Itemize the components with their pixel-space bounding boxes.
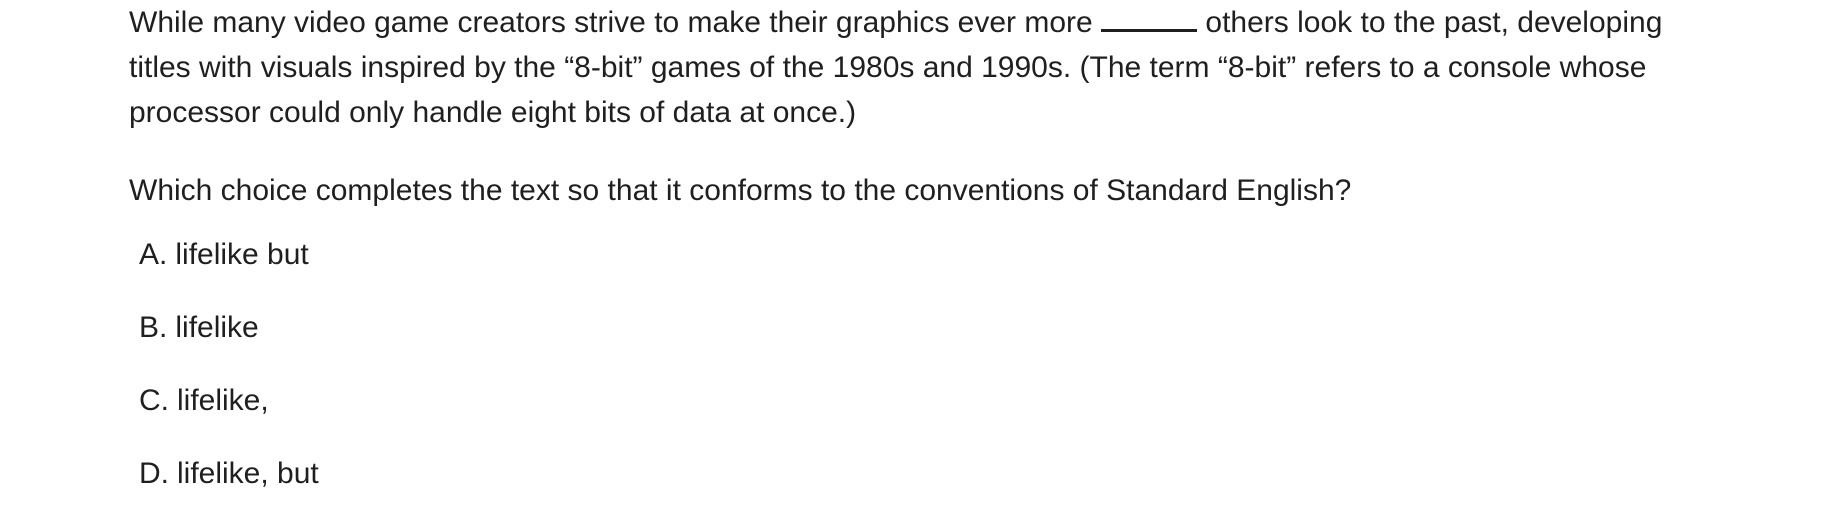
choice-d[interactable] (139, 451, 319, 496)
choice-letter: A. (139, 238, 168, 271)
choice-b[interactable] (139, 305, 319, 350)
choice-letter: D. (139, 457, 169, 490)
choice-a[interactable] (139, 232, 319, 277)
choice-text: lifelike, but (177, 457, 319, 490)
choice-text: lifelike but (175, 238, 309, 271)
passage-before-blank: While many video game creators strive to make their graphics ever more (129, 6, 1093, 39)
choice-letter: C. (139, 384, 169, 417)
choice-c[interactable] (139, 378, 319, 423)
choice-text: lifelike, (177, 384, 269, 417)
passage-after-blank: others look to the past, developing titles with visuals inspired by the “8-bit” games of the 1980s and 1990s. (The term “8-bit” refers to a console whose processor could only handle eight bits of data at once.) (129, 6, 1663, 129)
passage-text (129, 0, 1729, 135)
answer-choices (139, 232, 319, 524)
choice-letter: B. (139, 311, 168, 344)
choice-text: lifelike (175, 311, 259, 344)
question-prompt: Which choice completes the text so that it conforms to the conventions of Standard English? (129, 174, 1352, 207)
answer-blank (1101, 7, 1197, 32)
